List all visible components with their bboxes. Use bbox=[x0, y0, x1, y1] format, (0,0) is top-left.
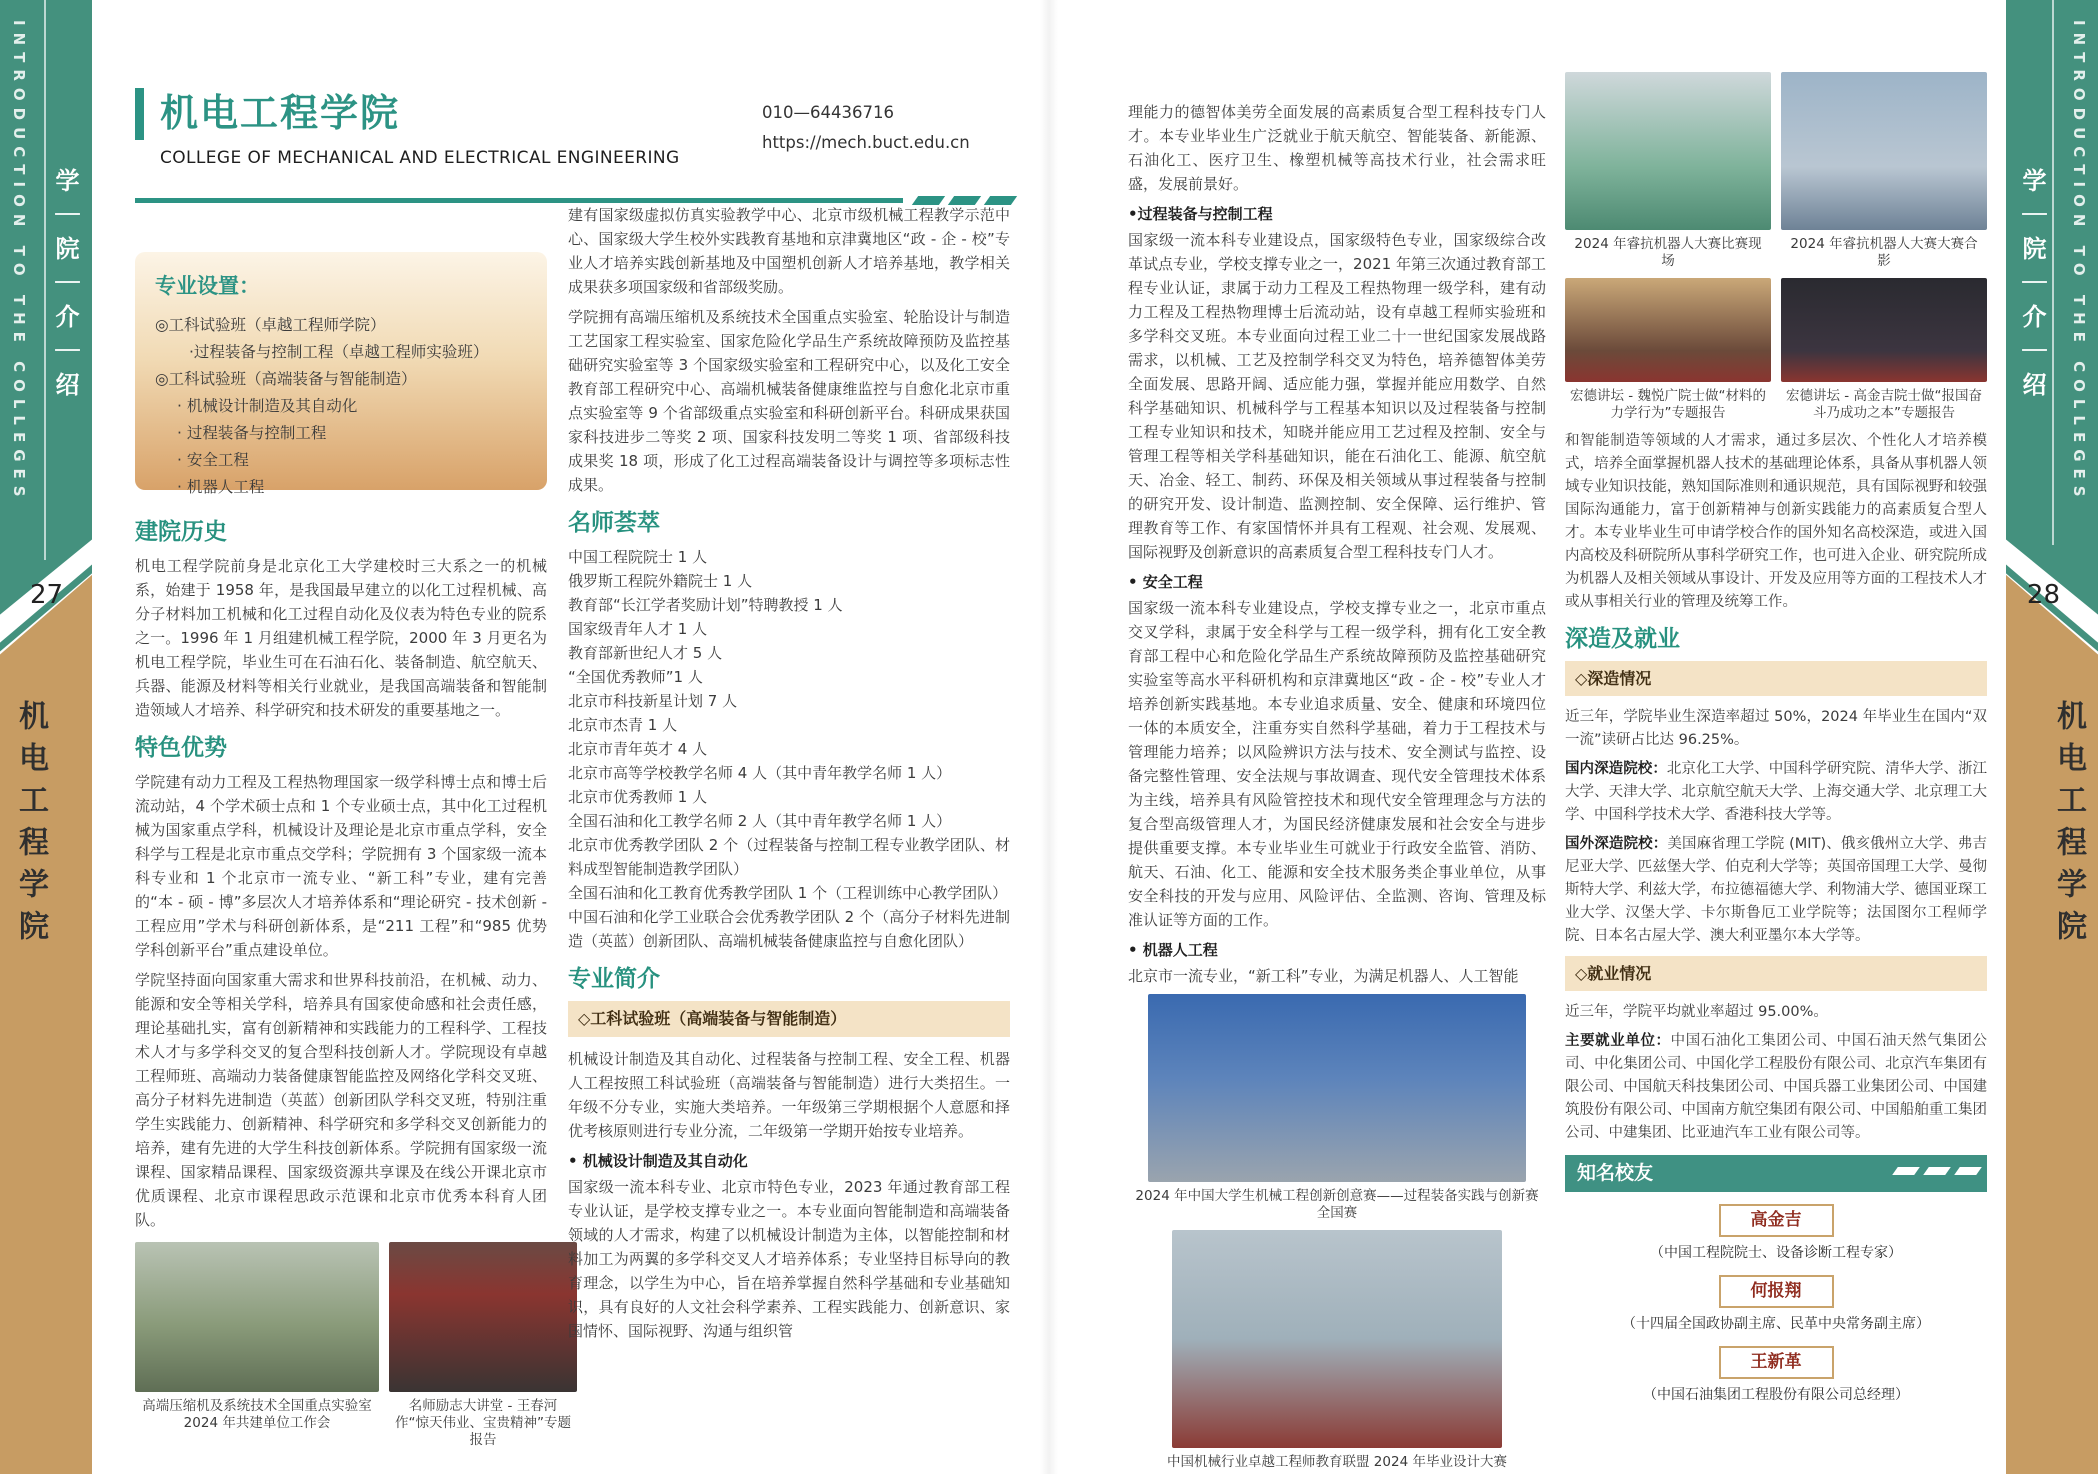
photo-lecture-wrap bbox=[389, 1242, 577, 1457]
teacher-item: 中国石油和化学工业联合会优秀教学团队 2 个（高分子材料先进制造（英蓝）创新团队、高端机械装备健康监控与自愈化团队） bbox=[568, 908, 1010, 950]
abroad-schools-list: 美国麻省理工学院 (MIT)、俄亥俄州立大学、弗吉尼亚大学、匹兹堡大学、伯克利大学等；英国帝国理工大学、曼彻斯特大学、利兹大学，布拉德福德大学、利物浦大学、德国亚琛工业大学、汉堡大学、卡尔斯鲁厄工业学院等；法国图尔工程师学院、日本名古屋大学、澳大利亚墨尔本大学等。 bbox=[1565, 836, 1987, 944]
dash-icon bbox=[1892, 1167, 1920, 1175]
alumni-banner bbox=[1565, 1155, 1987, 1192]
alumni-banner-dashes bbox=[1895, 1167, 1979, 1175]
further-study-subheader: ◇深造情况 bbox=[1565, 661, 1987, 696]
right-side-band bbox=[2006, 0, 2098, 1474]
photo-innovation-contest bbox=[1148, 994, 1526, 1182]
photo-robot-scene-wrap bbox=[1565, 72, 1771, 278]
photo-caption: 宏德讲坛 - 高金吉院士做“报国奋斗乃成功之本”专题报告 bbox=[1786, 388, 1982, 421]
section-heading-majors-intro: 专业简介 bbox=[568, 966, 660, 992]
alumni-name: 王新革 bbox=[1719, 1346, 1834, 1379]
teacher-item: 北京市优秀教学团队 2 个（过程装备与控制工程专业教学团队、材料成型智能制造教学团队） bbox=[568, 836, 1010, 878]
domestic-schools-list: 北京化工大学、中国科学研究院、清华大学、浙江大学、天津大学、北京航空航天大学、上海交通大学、北京理工大学、中国科学技术大学、香港科技大学等。 bbox=[1565, 761, 1987, 823]
dash-icon bbox=[1923, 1167, 1951, 1175]
photo-forum1-wrap bbox=[1565, 278, 1771, 430]
teacher-item: 全国石油和化工教育优秀教学团队 1 个（工程训练中心教学团队） bbox=[568, 884, 1008, 902]
right-band-college-name: 机电工程学院 bbox=[2051, 700, 2086, 952]
employers-list: 中国石油化工集团公司、中国石油天然气集团公司、中化集团公司、中国化学工程股份有限公司、北京汽车集团有限公司、中国航天科技集团公司、中国兵器工业集团公司、中国建筑股份有限公司、中国南方航空集团有限公司、中国船舶重工集团公司、中建集团、比亚迪汽车工业有限公司等。 bbox=[1565, 1033, 1988, 1141]
alumni-description: （十四届全国政协副主席、民革中央常务副主席） bbox=[1622, 1316, 1930, 1332]
contact-block bbox=[762, 98, 970, 158]
teacher-item: 俄罗斯工程院外籍院士 1 人 bbox=[568, 572, 753, 590]
major-body-safety: 国家级一流本科专业建设点，学校支撑专业之一，北京市重点交叉学科，隶属于安全科学与工程一级学科，拥有化工安全教育部工程中心和危险化学品生产系统故障预防及监控基础研究实验室等高水平科研机构和京津冀地区“政 - 企 - 校”专业人才培养创新实践基地。本专业追求质量、安全、健康和环境四位一体的本质安全，注重夯实自然科学基础，着力于工程技术与管理能力培养；以风险辨识方法与技术、安全测试与监控、设备完整性管理、安全法规与事故调查、现代安全管理技术体系为主线，培养具有风险管控技术和现代安全管理理念与方法的复合型高级管理人才，为国民经济健康发展和社会安全与进步提供重要支撑。本专业毕业生可就业于行政安全监管、消防、航天、石油、化工、能源和安全技术服务类企事业单位，从事安全科技的开发与应用、风险评估、全监测、咨询、管理及标准认证等方面的工作。 bbox=[1128, 599, 1546, 929]
domestic-schools-label: 国内深造院校： bbox=[1565, 761, 1667, 777]
employers-paragraph bbox=[1565, 1030, 1987, 1145]
right-column-1 bbox=[1128, 100, 1546, 1474]
forum-photo-row bbox=[1565, 278, 1987, 430]
teacher-item: 全国石油和化工教学名师 2 人（其中青年教学名师 1 人） bbox=[568, 812, 952, 830]
photo-caption: 2024 年睿抗机器人大赛比赛现场 bbox=[1574, 236, 1762, 269]
major-title-process-equipment: •过程装备与控制工程 bbox=[1128, 205, 1273, 223]
photo-robot-contest-group bbox=[1781, 72, 1987, 230]
photo-robot-contest-scene bbox=[1565, 72, 1771, 230]
major-body-robotics: 北京市一流专业，“新工科”专业，为满足机器人、人工智能 bbox=[1128, 967, 1519, 985]
majors-intro-subheader: ◇工科试验班（高端装备与智能制造） bbox=[568, 1001, 1010, 1037]
major-title-mechanical: • 机械设计制造及其自动化 bbox=[568, 1152, 748, 1170]
section-heading-teachers: 名师荟萃 bbox=[568, 510, 660, 536]
left-band-divider-line bbox=[44, 0, 46, 560]
employment-subheader: ◇就业情况 bbox=[1565, 956, 1987, 991]
alumni-name: 高金吉 bbox=[1719, 1204, 1834, 1237]
title-accent-bar bbox=[135, 88, 144, 140]
employment-rate: 近三年，学院平均就业率超过 95.00%。 bbox=[1565, 1004, 1828, 1020]
contact-phone: 010—64436716 bbox=[762, 103, 894, 122]
teacher-item: 北京市科技新星计划 7 人 bbox=[568, 692, 738, 710]
left-band-college-name: 机电工程学院 bbox=[13, 700, 48, 952]
photo-graduation-design-contest bbox=[1172, 1230, 1502, 1448]
photo-caption: 2024 年中国大学生机械工程创新创意赛——过程装备实践与创新赛全国赛 bbox=[1135, 1188, 1539, 1221]
teacher-item: 北京市杰青 1 人 bbox=[568, 716, 678, 734]
majors-item: · 机械设计制造及其自动化 bbox=[177, 397, 358, 415]
teacher-item: 中国工程院院士 1 人 bbox=[568, 548, 708, 566]
left-band-chinese-title: 学｜院｜介｜绍 bbox=[51, 168, 79, 406]
photo-caption: 中国机械行业卓越工程师教育联盟 2024 年毕业设计大赛 bbox=[1167, 1454, 1507, 1470]
right-column-2 bbox=[1565, 72, 1987, 1417]
teacher-item: 教育部新世纪人才 5 人 bbox=[568, 644, 723, 662]
major-body-process-equipment: 国家级一流本科专业建设点，国家级特色专业，国家级综合改革试点专业，学校支撑专业之一，2021 年第三次通过教育部工程专业认证，隶属于动力工程及工程热物理一级学科，建有动力工程及工程热物理博士后流动站，设有卓越工程师实验班和多学科交叉班。本专业面向过程工业二十一世纪国家发展战路需求，以机械、工艺及控制学科交叉为特色，培养德智体美劳全面发展、思路开阔、适应能力强，掌握并能应用数学、自然科学基础知识、机械科学与工程基本知识以及过程装备与控制工程专业知识和技术，知晓并能应用工艺过程及控制、安全与管理工程等相关学科基础知识，能在石油化工、能源、航空航天、冶金、轻工、制药、环保及相关领域从事过程装备与控制的研究开发、设计制造、监测控制、安全保障、运行维护、管理教育等工作、有家国情怀并具有工程观、社会观、发展观、国际视野及创新意识的高素质复合型工程科技专门人才。 bbox=[1128, 231, 1546, 561]
majors-item: ·过程装备与控制工程（卓越工程师实验班） bbox=[189, 343, 489, 361]
section-heading-features: 特色优势 bbox=[135, 735, 227, 761]
domestic-schools-paragraph bbox=[1565, 758, 1987, 827]
major-title-robotics: • 机器人工程 bbox=[1128, 941, 1218, 959]
majors-item: · 机器人工程 bbox=[177, 478, 265, 496]
photo-caption: 宏德讲坛 - 魏悦广院士做“材料的力学行为”专题报告 bbox=[1570, 388, 1766, 421]
major-body-mechanical: 国家级一流本科专业、北京市特色专业，2023 年通过教育部工程专业认证，是学校支撑专业之一。本专业面向智能制造和高端装备领域的人才需求，构建了以机械设计制造为主体，以智能控制和材料加工为两翼的多学科交叉人才培养体系；专业坚持目标导向的教育理念，以学生为中心，旨在培养掌握自然科学基础和专业基础知识，具有良好的人文社会科学素养、工程实践能力、创新意识、家国情怀、国际视野、沟通与组织管 bbox=[568, 1178, 1010, 1340]
alumni-entry bbox=[1565, 1204, 1987, 1265]
abroad-schools-label: 国外深造院校： bbox=[1565, 836, 1668, 852]
right-band-chinese-title: 学｜院｜介｜绍 bbox=[2018, 168, 2046, 406]
majors-item: ◎工科试验班（高端装备与智能制造） bbox=[155, 370, 417, 388]
page-fold-shadow bbox=[1040, 0, 1058, 1474]
photo-lab-meeting-wrap bbox=[135, 1242, 379, 1457]
photo-lab-meeting bbox=[135, 1242, 379, 1392]
section-heading-history: 建院历史 bbox=[135, 519, 227, 545]
left-photo-row bbox=[135, 1242, 571, 1457]
right-band-divider-line bbox=[2052, 0, 2054, 545]
right-band-english-title: INTRODUCTION TO THE COLLEGES bbox=[2070, 20, 2088, 504]
left-column-b bbox=[568, 203, 1010, 1349]
history-paragraph: 机电工程学院前身是北京化工大学建校时三大系之一的机械系，始建于 1958 年，是我国最早建立的以化工过程机械、高分子材料加工机械和化工过程自动化及仪表为特色专业的院系之一。1996 年 1 月组建机械工程学院，2000 年 3 月更名为机电工程学院，毕业生可在石油石化、装备制造、航空航天、兵器、能源及材料等相关行业就业，是我国高端装备和智能制造领域人才培养、科学研究和技术研发的重要基地之一。 bbox=[135, 557, 547, 719]
photo-forum2-wrap bbox=[1781, 278, 1987, 430]
photo-caption: 高端压缩机及系统技术全国重点实验室 2024 年共建单位工作会 bbox=[142, 1398, 372, 1431]
labs-paragraph-2: 学院拥有高端压缩机及系统技术全国重点实验室、轮胎设计与制造工艺国家工程实验室、国家危险化学品生产系统故障预防及监控基础研究实验室等 3 个国家级实验室和工程研究中心，以及化工安全教育部工程研究中心、高端机械装备健康维监控与自愈化北京市重点实验室等 9 个省部级重点实验室和科研创新平台。科研成果获国家科技进步二等奖 2 项、国家科技发明二等奖 1 项、省部级科技成果奖 18 项，形成了化工过程高端装备设计与调控等多项标志性成果。 bbox=[568, 308, 1010, 494]
teacher-item: 北京市青年英才 4 人 bbox=[568, 740, 708, 758]
robotics-continued-paragraph: 和智能制造等领域的人才需求，通过多层次、个性化人才培养模式，培养全面掌握机器人技术的基础理论体系，具备从事机器人领域专业知识技能，熟知国际准则和通识规范，具有国际视野和较强国际沟通能力，富于创新精神与创新实践能力的高素质复合型人才。本专业毕业生可申请学校合作的国外知名高校深造，或进入国内高校及科研院所从事科学研究工作，也可进入企业、研究院所成为机器人及相关领域从事设计、开发及应用等方面的工程技术人才或从事相关行业的管理及统筹工作。 bbox=[1565, 433, 1987, 610]
features-paragraph-2: 学院坚持面向国家重大需求和世界科技前沿，在机械、动力、能源和安全等相关学科，培养具有国家使命感和社会责任感，理论基础扎实，富有创新精神和实践能力的工程科学、工程技术人才与多学科交叉的复合型科技创新人才。学院现设有卓越工程师班、高端动力装备健康智能监控及网络化学科交叉班、高分子材料先进制造（英蓝）创新团队学科交叉班，特别注重学生实践能力、创新精神、科学研究和多学科交叉创新能力的培养，建有先进的大学生科技创新体系。学院拥有国家级一流课程、国家精品课程、国家级资源共享课及在线公开课北京市优质课程、北京市课程思政示范课和北京市优秀本科育人团队。 bbox=[135, 971, 547, 1229]
photo-robot-group-wrap bbox=[1781, 72, 1987, 278]
left-band-english-title: INTRODUCTION TO THE COLLEGES bbox=[10, 20, 28, 504]
dash-icon bbox=[1954, 1167, 1982, 1175]
employers-label: 主要就业单位： bbox=[1565, 1033, 1671, 1049]
alumni-entry bbox=[1565, 1346, 1987, 1407]
photo-caption: 2024 年睿抗机器人大赛大赛合影 bbox=[1790, 236, 1978, 269]
further-study-rate: 近三年，学院毕业生深造率超过 50%，2024 年毕业生在国内“双一流”读研占比达 96.25%。 bbox=[1565, 709, 1987, 748]
left-column-a bbox=[135, 519, 571, 1457]
section-heading-career: 深造及就业 bbox=[1565, 626, 1680, 652]
features-paragraph-1: 学院建有动力工程及工程热物理国家一级学科博士点和博士后流动站，4 个学术硕士点和 1 个专业硕士点，其中化工过程机械为国家重点学科，机械设计及理论是北京市重点学科，安全科学与工程是北京市重点交学科；学院拥有 3 个国家级一流本科专业和 1 个北京市一流专业、“新工科”专业，建有完善的“本 - 硕 - 博”多层次人才培养体系和“理论研究 - 技术创新 - 工程应用”学术与科研创新体系，是“211 工程”和“985 优势学科创新平台”重点建设单位。 bbox=[135, 773, 547, 959]
majors-intro-paragraph: 机械设计制造及其自动化、过程装备与控制工程、安全工程、机器人工程按照工科试验班（高端装备与智能制造）进行大类招生。一年级不分专业，实施大类培养。一年级第三学期根据个人意愿和择优考核原则进行专业分流，二年级第一学期开始按专业培养。 bbox=[568, 1050, 1010, 1140]
alumni-name: 何报翔 bbox=[1719, 1275, 1834, 1308]
alumni-banner-label: 知名校友 bbox=[1577, 1162, 1654, 1184]
alumni-description: （中国工程院院士、设备诊断工程专家） bbox=[1650, 1245, 1902, 1261]
photo-caption: 名师励志大讲堂 - 王春河作“惊天伟业、宝贵精神”专题报告 bbox=[395, 1398, 571, 1448]
contact-url: https://mech.buct.edu.cn bbox=[762, 133, 970, 152]
photo-forum-gao-jinji bbox=[1781, 278, 1987, 382]
left-side-band bbox=[0, 0, 92, 1474]
majors-item: · 安全工程 bbox=[177, 451, 249, 469]
page-number-left: 27 bbox=[30, 580, 64, 610]
photo-forum-wei-yueguang bbox=[1565, 278, 1771, 382]
alumni-entry bbox=[1565, 1275, 1987, 1336]
robot-contest-photo-row bbox=[1565, 72, 1987, 278]
major-title-safety: • 安全工程 bbox=[1128, 573, 1203, 591]
labs-paragraph-1: 建有国家级虚拟仿真实验教学中心、北京市级机械工程教学示范中心、国家级大学生校外实践教育基地和京津冀地区“政 - 企 - 校”专业人才培养实践创新基地及中国塑机创新人才培养基地，教学相关成果获多项国家级和省部级奖励。 bbox=[568, 206, 1010, 296]
page-number-right: 28 bbox=[2026, 580, 2060, 610]
teacher-item: 北京市优秀教师 1 人 bbox=[568, 788, 708, 806]
teacher-item: 教育部“长江学者奖励计划”特聘教授 1 人 bbox=[568, 596, 843, 614]
majors-box-title: 专业设置： bbox=[155, 274, 260, 298]
abroad-schools-paragraph bbox=[1565, 833, 1987, 948]
alumni-description: （中国石油集团工程股份有限公司总经理） bbox=[1643, 1387, 1909, 1403]
teacher-item: 北京市高等学校教学名师 4 人（其中青年教学名师 1 人） bbox=[568, 764, 952, 782]
majors-box bbox=[135, 252, 547, 496]
page-subtitle: COLLEGE OF MECHANICAL AND ELECTRICAL ENGINEERING bbox=[160, 148, 680, 168]
majors-item: · 过程装备与控制工程 bbox=[177, 424, 327, 442]
page-title: 机电工程学院 bbox=[160, 91, 401, 135]
mechanical-continued-paragraph: 理能力的德智体美劳全面发展的高素质复合型工程科技专门人才。本专业毕业生广泛就业于航天航空、智能装备、新能源、石油化工、医疗卫生、橡塑机械等高技术行业，社会需求旺盛，发展前景好。 bbox=[1128, 103, 1546, 193]
photo-lecture bbox=[389, 1242, 577, 1392]
teacher-item: 国家级青年人才 1 人 bbox=[568, 620, 708, 638]
teacher-item: “全国优秀教师”1 人 bbox=[568, 668, 703, 686]
majors-item: ◎工科试验班（卓越工程师学院） bbox=[155, 316, 386, 334]
